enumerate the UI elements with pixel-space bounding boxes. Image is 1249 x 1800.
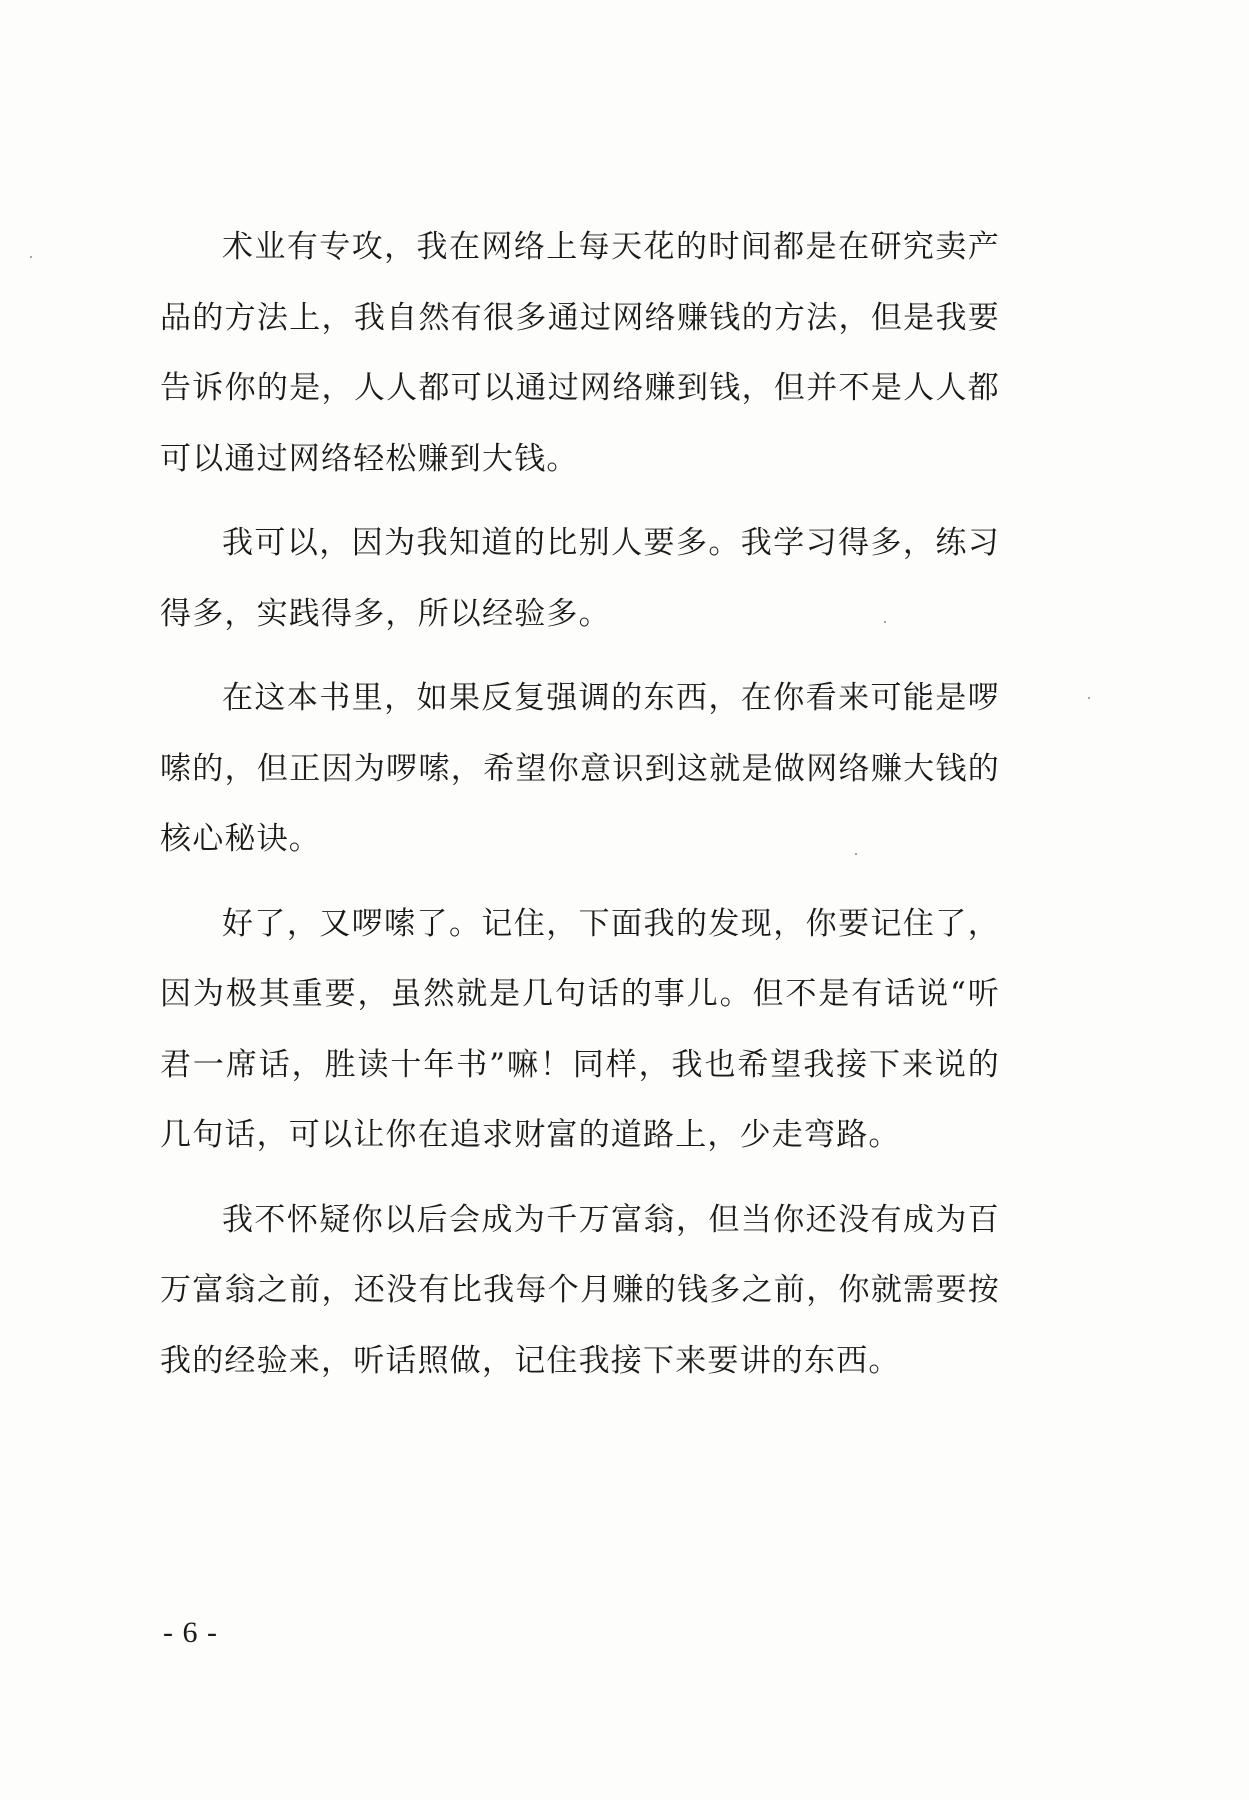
scan-speck: [884, 621, 886, 623]
page-number: - 6 -: [163, 1616, 218, 1649]
paragraph-2: 我可以，因为我知道的比别人要多。我学习得多，练习得多，实践得多，所以经验多。: [160, 525, 1000, 632]
scan-speck: [1088, 697, 1090, 699]
paragraph-5: 我不怀疑你以后会成为千万富翁，但当你还没有成为百万富翁之前，还没有比我每个月赚的钱多之前，你就需要按我的经验来，听话照做，记住我接下来要讲的东西。: [160, 1201, 1000, 1379]
paragraph-4: 好了，又啰嗦了。记住，下面我的发现，你要记住了，因为极其重要，虽然就是几句话的事儿。但不是有话说“听君一席话，胜读十年书”嘛！同样，我也希望我接下来说的几句话，可以让你在追求财富的道路上，少走弯路。: [160, 905, 1000, 1153]
scan-speck: [855, 853, 857, 855]
paragraph-3: 在这本书里，如果反复强调的东西，在你看来可能是啰嗦的，但正因为啰嗦，希望你意识到这就是做网络赚大钱的核心秘诀。: [160, 680, 1000, 857]
paragraph-1: 术业有专攻，我在网络上每天花的时间都是在研究卖产品的方法上，我自然有很多通过网络赚钱的方法，但是我要告诉你的是，人人都可以通过网络赚到钱，但并不是人人都可以通过网络轻松赚到大钱。: [160, 229, 1000, 477]
body-text: [160, 212, 1000, 1410]
scan-speck: [30, 256, 32, 258]
